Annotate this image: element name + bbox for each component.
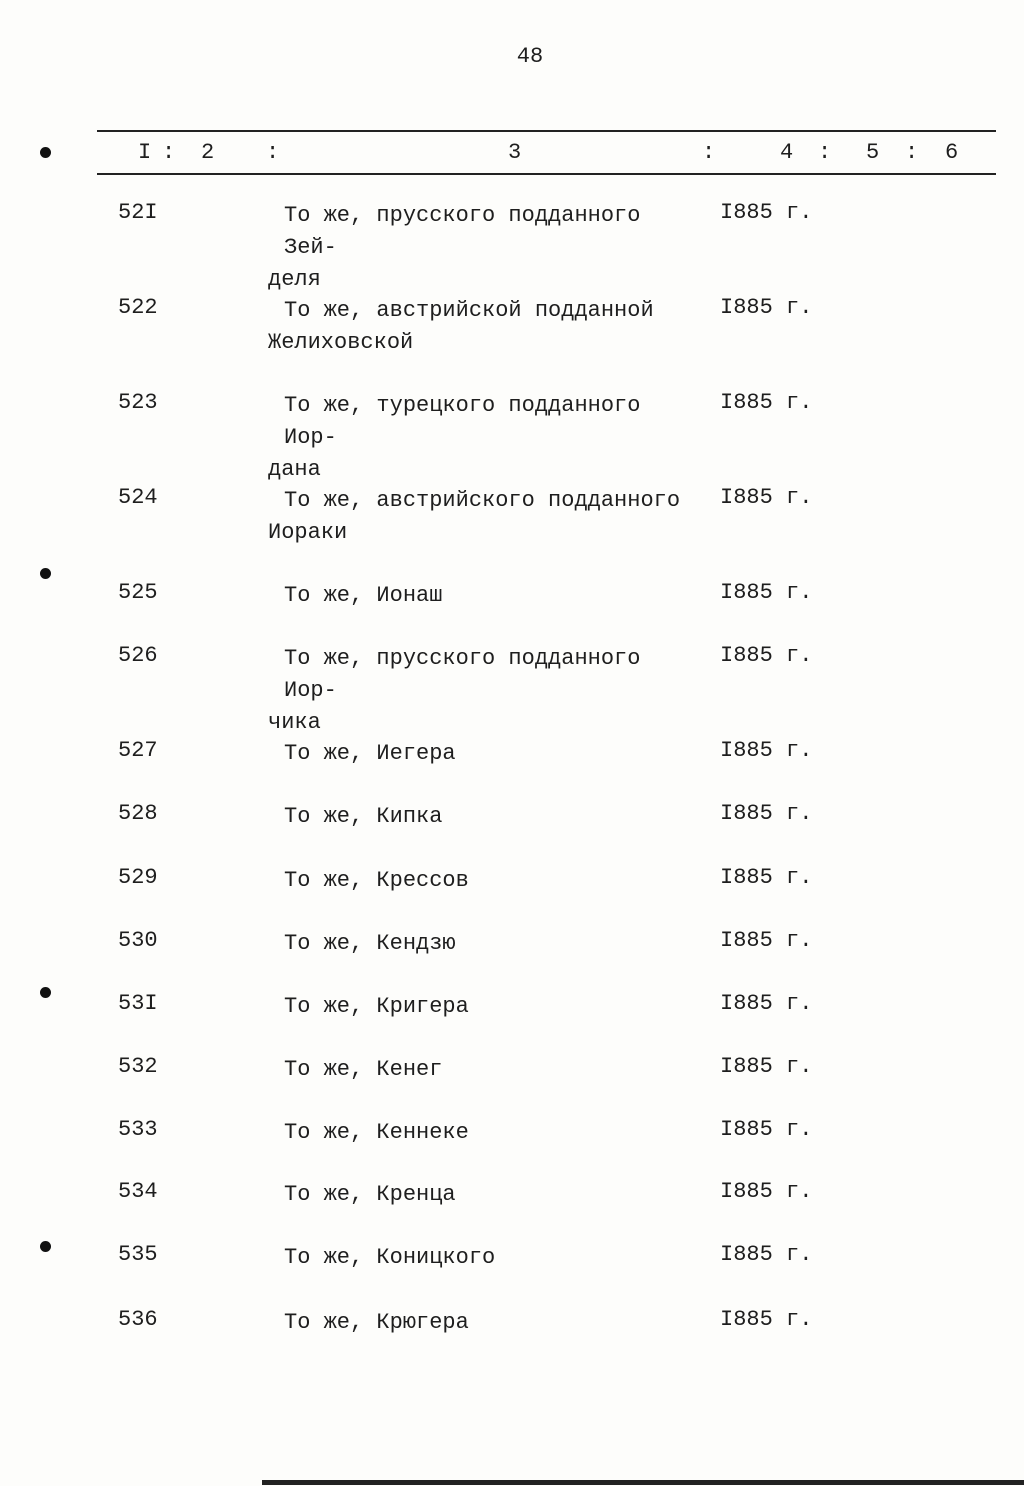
row-number: 525 xyxy=(118,580,158,605)
row-year: I885 г. xyxy=(720,1179,813,1204)
column-separator: : xyxy=(702,140,716,165)
row-description: То же, Кренца xyxy=(284,1182,456,1207)
row-description: То же, турецкого подданного Иор- дана xyxy=(268,393,641,482)
row-year: I885 г. xyxy=(720,200,813,225)
row-year: I885 г. xyxy=(720,485,813,510)
row-number: 529 xyxy=(118,865,158,890)
header-top-rule xyxy=(97,130,996,132)
row-number: 534 xyxy=(118,1179,158,1204)
header-bottom-rule xyxy=(97,173,996,175)
column-header-4: 4 xyxy=(780,140,794,165)
column-separator: : xyxy=(162,140,176,165)
row-year: I885 г. xyxy=(720,865,813,890)
row-number: 533 xyxy=(118,1117,158,1142)
row-description: То же, Крюгера xyxy=(284,1310,469,1335)
row-number: 535 xyxy=(118,1242,158,1267)
column-header-5: 5 xyxy=(866,140,880,165)
punch-hole-icon xyxy=(40,1241,51,1252)
column-header-2: 2 xyxy=(201,140,215,165)
row-year: I885 г. xyxy=(720,1117,813,1142)
column-separator: : xyxy=(905,140,919,165)
footer-rule xyxy=(262,1480,1024,1485)
row-description: То же, австрийской подданной Желиховской xyxy=(268,298,654,355)
row-year: I885 г. xyxy=(720,643,813,668)
row-number: 530 xyxy=(118,928,158,953)
row-year: I885 г. xyxy=(720,1307,813,1332)
row-description: То же, прусского подданного Иор- чика xyxy=(268,646,641,735)
column-header-3: 3 xyxy=(508,140,522,165)
column-header-1: I xyxy=(138,140,152,165)
row-number: 536 xyxy=(118,1307,158,1332)
row-description: То же, Коницкого xyxy=(284,1245,496,1270)
row-year: I885 г. xyxy=(720,738,813,763)
row-description: То же, Кеннеке xyxy=(284,1120,469,1145)
column-header-6: 6 xyxy=(945,140,959,165)
row-number: 527 xyxy=(118,738,158,763)
row-number: 52I xyxy=(118,200,158,225)
page-number: 48 xyxy=(516,44,544,69)
row-year: I885 г. xyxy=(720,580,813,605)
row-description: То же, австрийского подданного Иораки xyxy=(268,488,681,545)
row-description: То же, Кригера xyxy=(284,994,469,1019)
row-number: 522 xyxy=(118,295,158,320)
row-year: I885 г. xyxy=(720,1054,813,1079)
row-description: То же, Ионаш xyxy=(284,583,443,608)
row-number: 53I xyxy=(118,991,158,1016)
row-year: I885 г. xyxy=(720,928,813,953)
row-description: То же, Кенег xyxy=(284,1057,443,1082)
column-separator: : xyxy=(266,140,280,165)
row-description: То же, Иегера xyxy=(284,741,456,766)
row-number: 528 xyxy=(118,801,158,826)
row-year: I885 г. xyxy=(720,1242,813,1267)
row-description: То же, Кипка xyxy=(284,804,443,829)
column-separator: : xyxy=(818,140,832,165)
row-number: 526 xyxy=(118,643,158,668)
row-year: I885 г. xyxy=(720,991,813,1016)
row-year: I885 г. xyxy=(720,295,813,320)
punch-hole-icon xyxy=(40,568,51,579)
row-number: 524 xyxy=(118,485,158,510)
punch-hole-icon xyxy=(40,987,51,998)
row-description: То же, Крессов xyxy=(284,868,469,893)
punch-hole-icon xyxy=(40,147,51,158)
row-number: 523 xyxy=(118,390,158,415)
row-number: 532 xyxy=(118,1054,158,1079)
row-description: То же, прусского подданного Зей- деля xyxy=(268,203,641,292)
row-description: То же, Кендзю xyxy=(284,931,456,956)
row-year: I885 г. xyxy=(720,390,813,415)
row-year: I885 г. xyxy=(720,801,813,826)
